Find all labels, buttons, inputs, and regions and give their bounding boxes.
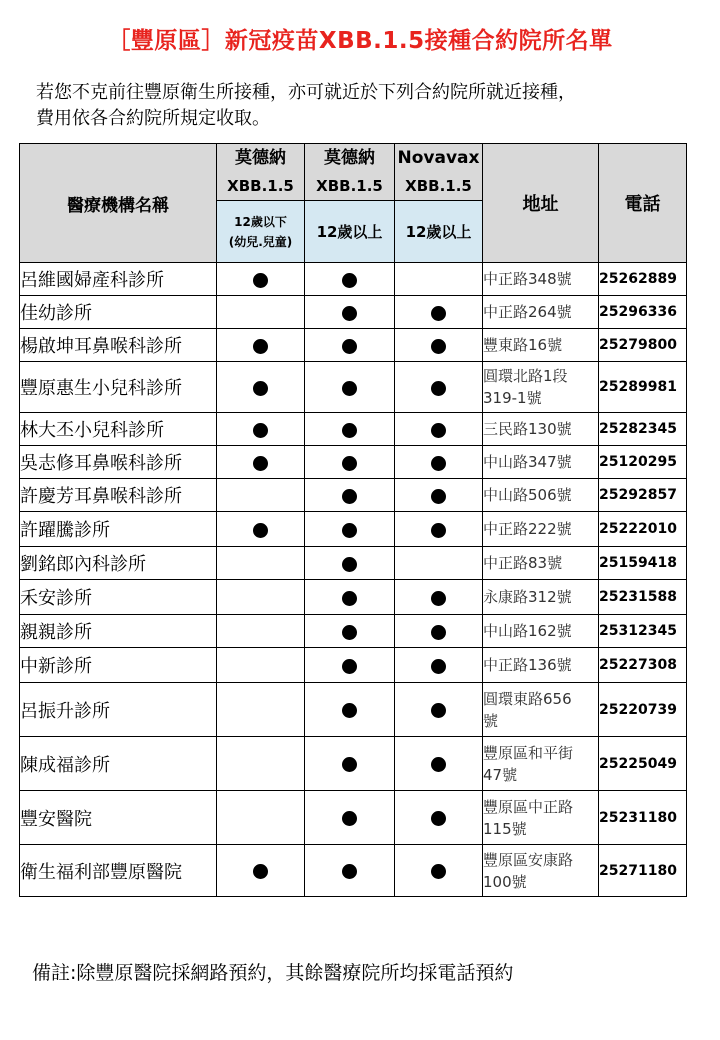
clinic-address-line-1: 三民路130號 <box>483 420 572 438</box>
availability-cell-m-over12 <box>305 737 395 791</box>
clinic-address <box>483 512 599 547</box>
availability-cell-m-under12 <box>217 547 305 580</box>
clinic-address <box>483 263 599 296</box>
filled-circle-icon <box>431 864 446 879</box>
filled-circle-icon <box>431 523 446 538</box>
clinic-phone: 25282345 <box>599 413 687 446</box>
intro-line-2: 費用依各合約院所規定收取。 <box>36 108 270 129</box>
clinic-address-line-1: 永康路312號 <box>483 588 572 606</box>
clinic-name: 許慶芳耳鼻喉科診所 <box>20 479 217 512</box>
filled-circle-icon <box>342 703 357 718</box>
availability-cell-m-over12 <box>305 683 395 737</box>
filled-circle-icon <box>342 757 357 772</box>
availability-cell-novavax <box>395 413 483 446</box>
clinic-address <box>483 329 599 362</box>
availability-cell-m-over12 <box>305 296 395 329</box>
availability-cell-m-over12 <box>305 446 395 479</box>
availability-cell-m-over12 <box>305 263 395 296</box>
availability-cell-novavax <box>395 296 483 329</box>
filled-circle-icon <box>342 381 357 396</box>
clinic-name: 衛生福利部豐原醫院 <box>20 845 217 897</box>
clinic-address <box>483 615 599 648</box>
footnote: 備註:除豐原醫院採網路預約，其餘醫療院所均採電話預約 <box>32 962 514 984</box>
filled-circle-icon <box>342 523 357 538</box>
clinic-address <box>483 683 599 737</box>
availability-cell-m-under12 <box>217 791 305 845</box>
header-vaccine-3 <box>395 144 483 201</box>
clinic-address <box>483 737 599 791</box>
availability-cell-m-over12 <box>305 413 395 446</box>
clinic-phone: 25120295 <box>599 446 687 479</box>
clinic-address-line-1: 圓環東路656 <box>483 689 572 708</box>
availability-cell-novavax <box>395 479 483 512</box>
clinic-address-line-2: 319-1號 <box>483 389 542 407</box>
filled-circle-icon <box>342 423 357 438</box>
header-vaccine-3-brand: Novavax <box>397 148 480 168</box>
clinic-phone: 25231180 <box>599 791 687 845</box>
clinic-name: 禾安診所 <box>20 580 217 615</box>
clinic-address-line-1: 中正路348號 <box>483 270 572 288</box>
table-row <box>20 479 687 512</box>
filled-circle-icon <box>342 625 357 640</box>
clinic-address-line-1: 中正路136號 <box>483 656 572 674</box>
filled-circle-icon <box>342 456 357 471</box>
clinic-address-line-2: 115號 <box>483 819 527 838</box>
filled-circle-icon <box>431 339 446 354</box>
filled-circle-icon <box>431 306 446 321</box>
header-age-over-12-novavax: 12歲以上 <box>395 201 483 263</box>
availability-cell-novavax <box>395 446 483 479</box>
clinic-address-line-2: 號 <box>483 711 499 730</box>
filled-circle-icon <box>342 339 357 354</box>
clinic-phone: 25279800 <box>599 329 687 362</box>
intro-line-1: 若您不克前往豐原衛生所接種，亦可就近於下列合約院所就近接種， <box>36 82 576 103</box>
clinic-name: 呂維國婦產科診所 <box>20 263 217 296</box>
filled-circle-icon <box>253 381 268 396</box>
clinic-address-line-1: 中正路83號 <box>483 554 563 572</box>
filled-circle-icon <box>342 273 357 288</box>
availability-cell-m-under12 <box>217 263 305 296</box>
filled-circle-icon <box>253 864 268 879</box>
table-row <box>20 446 687 479</box>
clinic-address <box>483 580 599 615</box>
clinic-address-line-1: 豐東路16號 <box>483 336 563 354</box>
clinic-address <box>483 413 599 446</box>
availability-cell-m-under12 <box>217 683 305 737</box>
availability-cell-novavax <box>395 362 483 413</box>
filled-circle-icon <box>431 757 446 772</box>
availability-cell-m-under12 <box>217 413 305 446</box>
header-vaccine-1-version: XBB.1.5 <box>227 177 294 195</box>
header-vaccine-2-version: XBB.1.5 <box>316 177 383 195</box>
clinic-address-line-1: 中山路162號 <box>483 622 572 640</box>
clinic-name: 楊啟坤耳鼻喉科診所 <box>20 329 217 362</box>
availability-cell-novavax <box>395 648 483 683</box>
clinic-address-line-1: 中山路506號 <box>483 486 572 504</box>
clinic-phone: 25292857 <box>599 479 687 512</box>
clinic-address-line-2: 47號 <box>483 765 518 784</box>
clinic-address <box>483 479 599 512</box>
availability-cell-m-over12 <box>305 845 395 897</box>
clinic-address-line-1: 圓環北路1段 <box>483 367 568 385</box>
header-clinic-name: 醫療機構名稱 <box>20 144 217 263</box>
clinic-address <box>483 296 599 329</box>
clinic-address-line-1: 豐原區中正路 <box>483 797 574 816</box>
availability-cell-m-over12 <box>305 362 395 413</box>
clinic-name: 親親診所 <box>20 615 217 648</box>
availability-cell-m-under12 <box>217 615 305 648</box>
clinic-name: 陳成福診所 <box>20 737 217 791</box>
clinic-name: 佳幼診所 <box>20 296 217 329</box>
filled-circle-icon <box>253 423 268 438</box>
table-row <box>20 791 687 845</box>
intro-text <box>36 80 696 132</box>
header-age-under-12-line-1: 12歲以下 <box>234 214 287 229</box>
availability-cell-novavax <box>395 547 483 580</box>
clinic-phone: 25271180 <box>599 845 687 897</box>
table-row <box>20 512 687 547</box>
availability-cell-m-over12 <box>305 615 395 648</box>
filled-circle-icon <box>342 591 357 606</box>
header-vaccine-1-brand: 莫德納 <box>235 148 286 168</box>
clinic-address <box>483 362 599 413</box>
header-age-under-12 <box>217 201 305 263</box>
filled-circle-icon <box>431 381 446 396</box>
table-row <box>20 845 687 897</box>
clinic-phone: 25159418 <box>599 547 687 580</box>
availability-cell-novavax <box>395 580 483 615</box>
availability-cell-novavax <box>395 791 483 845</box>
availability-cell-m-over12 <box>305 479 395 512</box>
clinic-name: 中新診所 <box>20 648 217 683</box>
clinic-name: 吳志修耳鼻喉科診所 <box>20 446 217 479</box>
filled-circle-icon <box>431 703 446 718</box>
availability-cell-m-over12 <box>305 547 395 580</box>
table-row <box>20 683 687 737</box>
header-age-over-12-moderna: 12歲以上 <box>305 201 395 263</box>
clinic-address <box>483 648 599 683</box>
header-phone: 電話 <box>599 144 687 263</box>
clinic-address-line-1: 豐原區和平街 <box>483 743 574 762</box>
filled-circle-icon <box>431 423 446 438</box>
availability-cell-novavax <box>395 737 483 791</box>
availability-cell-m-under12 <box>217 580 305 615</box>
clinic-address-line-2: 100號 <box>483 872 527 891</box>
filled-circle-icon <box>431 591 446 606</box>
table-row <box>20 737 687 791</box>
filled-circle-icon <box>342 811 357 826</box>
availability-cell-novavax <box>395 683 483 737</box>
availability-cell-novavax <box>395 329 483 362</box>
clinic-phone: 25225049 <box>599 737 687 791</box>
clinic-rows <box>20 263 687 897</box>
clinic-phone: 25220739 <box>599 683 687 737</box>
table-row <box>20 615 687 648</box>
availability-cell-novavax <box>395 845 483 897</box>
header-age-under-12-line-2: (幼兒.兒童) <box>228 234 293 249</box>
availability-cell-m-under12 <box>217 512 305 547</box>
availability-cell-m-under12 <box>217 296 305 329</box>
clinic-address <box>483 547 599 580</box>
header-address: 地址 <box>483 144 599 263</box>
clinic-name: 豐安醫院 <box>20 791 217 845</box>
filled-circle-icon <box>431 659 446 674</box>
filled-circle-icon <box>431 456 446 471</box>
table-row <box>20 296 687 329</box>
clinic-table <box>19 143 687 897</box>
availability-cell-m-under12 <box>217 737 305 791</box>
availability-cell-m-under12 <box>217 446 305 479</box>
header-vaccine-2-brand: 莫德納 <box>324 148 375 168</box>
clinic-name: 劉銘郎內科診所 <box>20 547 217 580</box>
clinic-name: 許躍騰診所 <box>20 512 217 547</box>
availability-cell-m-over12 <box>305 648 395 683</box>
availability-cell-m-under12 <box>217 479 305 512</box>
clinic-phone: 25227308 <box>599 648 687 683</box>
clinic-name: 林大丕小兒科診所 <box>20 413 217 446</box>
clinic-phone: 25262889 <box>599 263 687 296</box>
clinic-phone: 25289981 <box>599 362 687 413</box>
header-vaccine-3-version: XBB.1.5 <box>405 177 472 195</box>
clinic-address-line-1: 中正路264號 <box>483 303 572 321</box>
availability-cell-m-over12 <box>305 329 395 362</box>
availability-cell-m-under12 <box>217 648 305 683</box>
clinic-address <box>483 446 599 479</box>
clinic-phone: 25231588 <box>599 580 687 615</box>
filled-circle-icon <box>253 339 268 354</box>
filled-circle-icon <box>431 489 446 504</box>
filled-circle-icon <box>253 523 268 538</box>
page-title: ［豐原區］新冠疫苗XBB.1.5接種合約院所名單 <box>107 28 613 54</box>
availability-cell-m-under12 <box>217 362 305 413</box>
availability-cell-novavax <box>395 512 483 547</box>
clinic-phone: 25312345 <box>599 615 687 648</box>
clinic-phone: 25222010 <box>599 512 687 547</box>
filled-circle-icon <box>431 625 446 640</box>
header-vaccine-1 <box>217 144 305 201</box>
filled-circle-icon <box>342 306 357 321</box>
availability-cell-m-over12 <box>305 512 395 547</box>
filled-circle-icon <box>253 273 268 288</box>
clinic-address-line-1: 中正路222號 <box>483 520 572 538</box>
filled-circle-icon <box>342 489 357 504</box>
availability-cell-novavax <box>395 615 483 648</box>
clinic-address-line-1: 中山路347號 <box>483 453 572 471</box>
availability-cell-novavax <box>395 263 483 296</box>
availability-cell-m-over12 <box>305 580 395 615</box>
clinic-name: 豐原惠生小兒科診所 <box>20 362 217 413</box>
availability-cell-m-over12 <box>305 791 395 845</box>
table-row <box>20 413 687 446</box>
table-row <box>20 648 687 683</box>
table-row <box>20 263 687 296</box>
availability-cell-m-under12 <box>217 329 305 362</box>
clinic-address <box>483 845 599 897</box>
filled-circle-icon <box>253 456 268 471</box>
clinic-address-line-1: 豐原區安康路 <box>483 850 574 869</box>
table-row <box>20 362 687 413</box>
availability-cell-m-under12 <box>217 845 305 897</box>
clinic-address <box>483 791 599 845</box>
clinic-phone: 25296336 <box>599 296 687 329</box>
filled-circle-icon <box>342 659 357 674</box>
header-vaccine-2 <box>305 144 395 201</box>
filled-circle-icon <box>342 557 357 572</box>
clinic-name: 呂振升診所 <box>20 683 217 737</box>
filled-circle-icon <box>342 864 357 879</box>
table-row <box>20 580 687 615</box>
table-row <box>20 547 687 580</box>
filled-circle-icon <box>431 811 446 826</box>
table-row <box>20 329 687 362</box>
